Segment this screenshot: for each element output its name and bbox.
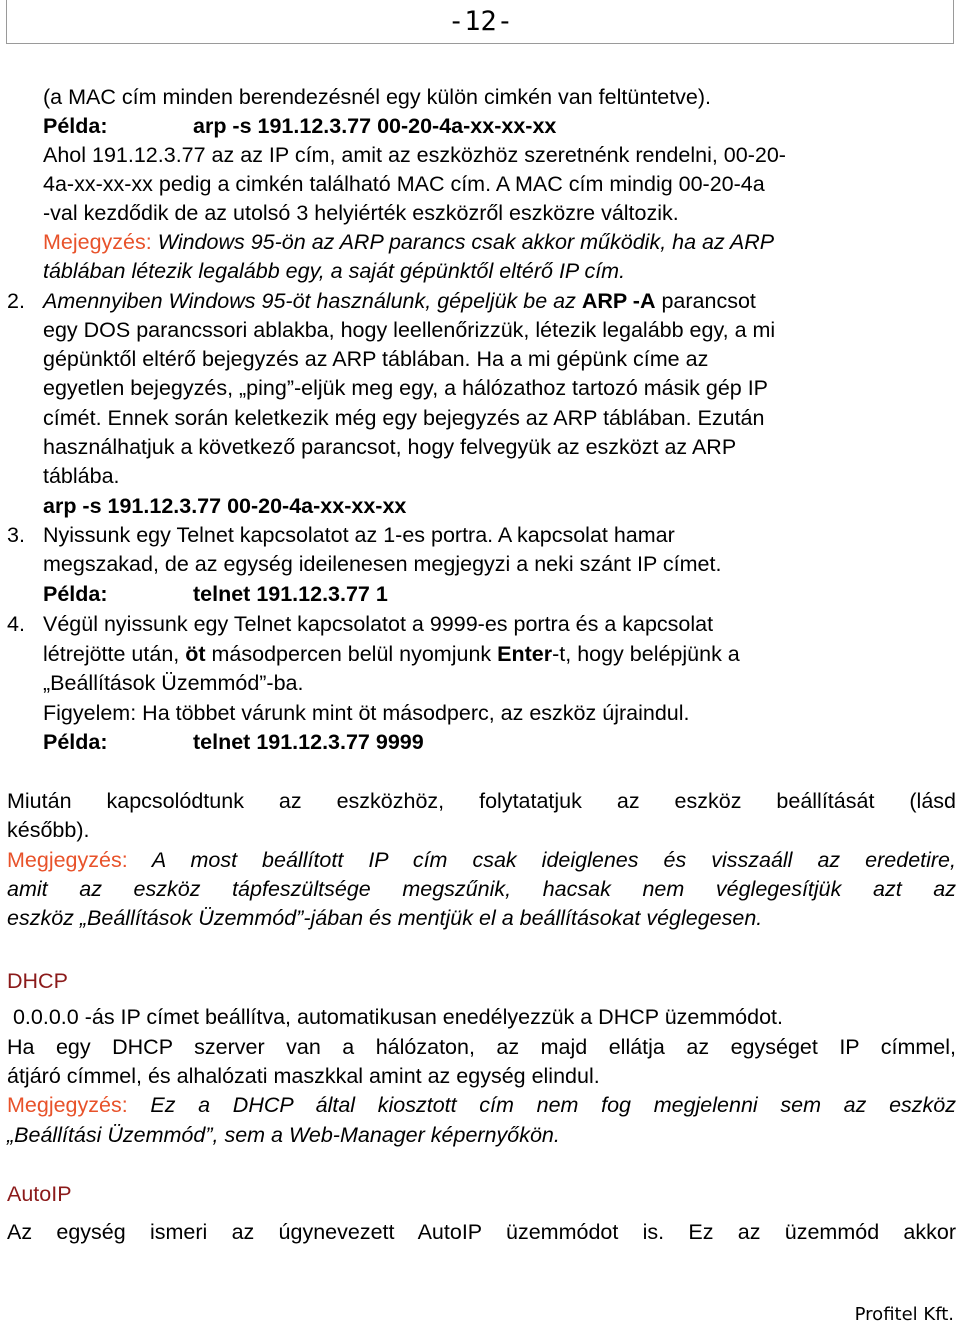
note-line: [43, 228, 774, 257]
note-text: A most beállított IP cím csak ideiglenes és visszaáll az eredetire,: [127, 848, 956, 872]
text-line: címét. Ennek során keletkezik még egy bejegyzés az ARP táblában. Ezután: [43, 406, 765, 430]
text-line: „Beállítások Üzemmód”-ba.: [43, 671, 304, 695]
text-line: gépünktől eltérő bejegyzés az ARP táblában. Ha a mi gépünk címe az: [43, 347, 709, 371]
note-line: [7, 846, 956, 875]
paragraph-line: 0.0.0.0 -ás IP címet beállítva, automatikusan enedélyezzük a DHCP üzemmódot.: [7, 1005, 783, 1029]
note-label: Mejegyzés:: [43, 230, 152, 254]
page-header: [6, 0, 954, 44]
note-label: Megjegyzés:: [7, 1093, 128, 1117]
list-item-line: Végül nyissunk egy Telnet kapcsolatot a 9999-es portra és a kapcsolat: [43, 612, 714, 636]
note-line: táblában létezik legalább egy, a saját gépünktől eltérő IP cím.: [43, 259, 626, 283]
note-line: [7, 1091, 956, 1120]
list-text: Amennyiben Windows 95-öt használunk, gépeljük be az: [43, 289, 582, 313]
command-line: arp -s 191.12.3.77 00-20-4a-xx-xx-xx: [43, 494, 407, 518]
note-text: Ez a DHCP által kiosztott cím nem fog megjelenni sem az eszköz: [127, 1093, 956, 1117]
list-number: 2.: [7, 289, 25, 313]
paragraph-line: átjáró címmel, és alhalózati maszkkal amint az egység elindul.: [7, 1064, 600, 1088]
example-command: telnet 191.12.3.77 1: [193, 582, 388, 606]
note-line: eszköz „Beállítások Üzemmód”-jában és mentjük el a beállításokat véglegesen.: [7, 906, 763, 930]
note-line: „Beállítási Üzemmód”, sem a Web-Manager képernyőkön.: [7, 1123, 560, 1147]
paragraph-line: Miután kapcsolódtunk az eszközhöz, folytatatjuk az eszköz beállítását (lásd: [7, 789, 956, 813]
list-text: parancsot: [655, 289, 756, 313]
text-line: egyetlen bejegyzés, „ping”-eljük meg egy, a hálózathoz tartozó másik gép IP: [43, 376, 769, 400]
bold-span: öt: [185, 642, 206, 666]
example-command: telnet 191.12.3.77 9999: [193, 730, 424, 754]
text-line: [43, 640, 740, 669]
bold-span: Enter: [497, 642, 553, 666]
note-text: Windows 95-ön az ARP parancs csak akkor működik, ha az ARP: [151, 230, 775, 254]
text-line: (a MAC cím minden berendezésnél egy külön cimkén van feltüntetve).: [43, 85, 712, 109]
text-line: használhatjuk a következő parancsot, hogy felvegyük az eszközt az ARP: [43, 435, 737, 459]
example-line: [43, 580, 388, 609]
paragraph-line: Az egység ismeri az úgynevezett AutoIP üzemmódot is. Ez az üzemmód akkor: [7, 1220, 956, 1244]
example-command: arp -s 191.12.3.77 00-20-4a-xx-xx-xx: [193, 114, 557, 138]
example-line: [43, 112, 556, 141]
example-line: [43, 728, 424, 757]
page-number: -12-: [447, 6, 513, 37]
list-item-line: [43, 287, 756, 316]
text-line: -val kezdődik de az utolsó 3 helyiérték eszközről eszközre változik.: [43, 201, 679, 225]
example-label: Példa:: [43, 582, 108, 606]
autoip-heading: AutoIP: [7, 1182, 72, 1206]
list-number: 3.: [7, 523, 25, 547]
text-span: másodpercen belül nyomjunk: [205, 642, 498, 666]
text-line: táblába.: [43, 464, 120, 488]
example-label: Példa:: [43, 730, 108, 754]
command-text: ARP -A: [581, 289, 656, 313]
text-span: -t, hogy belépjünk a: [552, 642, 740, 666]
list-number: 4.: [7, 612, 25, 636]
paragraph-line: később).: [7, 818, 90, 842]
text-line: 4a-xx-xx-xx pedig a cimkén található MAC cím. A MAC cím mindig 00-20-4a: [43, 172, 765, 196]
text-span: létrejötte után,: [43, 642, 186, 666]
dhcp-heading: DHCP: [7, 969, 68, 993]
note-line: amit az eszköz tápfeszültsége megszűnik, hacsak nem véglegesítjük azt az: [7, 877, 956, 901]
text-line: Ahol 191.12.3.77 az az IP cím, amit az eszközhöz szeretnénk rendelni, 00-20-: [43, 143, 786, 167]
note-label: Megjegyzés:: [7, 848, 128, 872]
text-line: megszakad, de az egység ideilenesen megjegyzi a neki szánt IP címet.: [43, 552, 722, 576]
warning-line: Figyelem: Ha többet várunk mint öt másodperc, az eszköz újraindul.: [43, 701, 690, 725]
list-item-line: Nyissunk egy Telnet kapcsolatot az 1-es portra. A kapcsolat hamar: [43, 523, 675, 547]
footer-company: Profitel Kft.: [854, 1304, 954, 1325]
text-line: egy DOS parancssori ablakba, hogy leellenőrizzük, létezik legalább egy, a mi: [43, 318, 776, 342]
example-label: Példa:: [43, 114, 108, 138]
paragraph-line: Ha egy DHCP szerver van a hálózaton, az majd ellátja az egységet IP címmel,: [7, 1035, 956, 1059]
